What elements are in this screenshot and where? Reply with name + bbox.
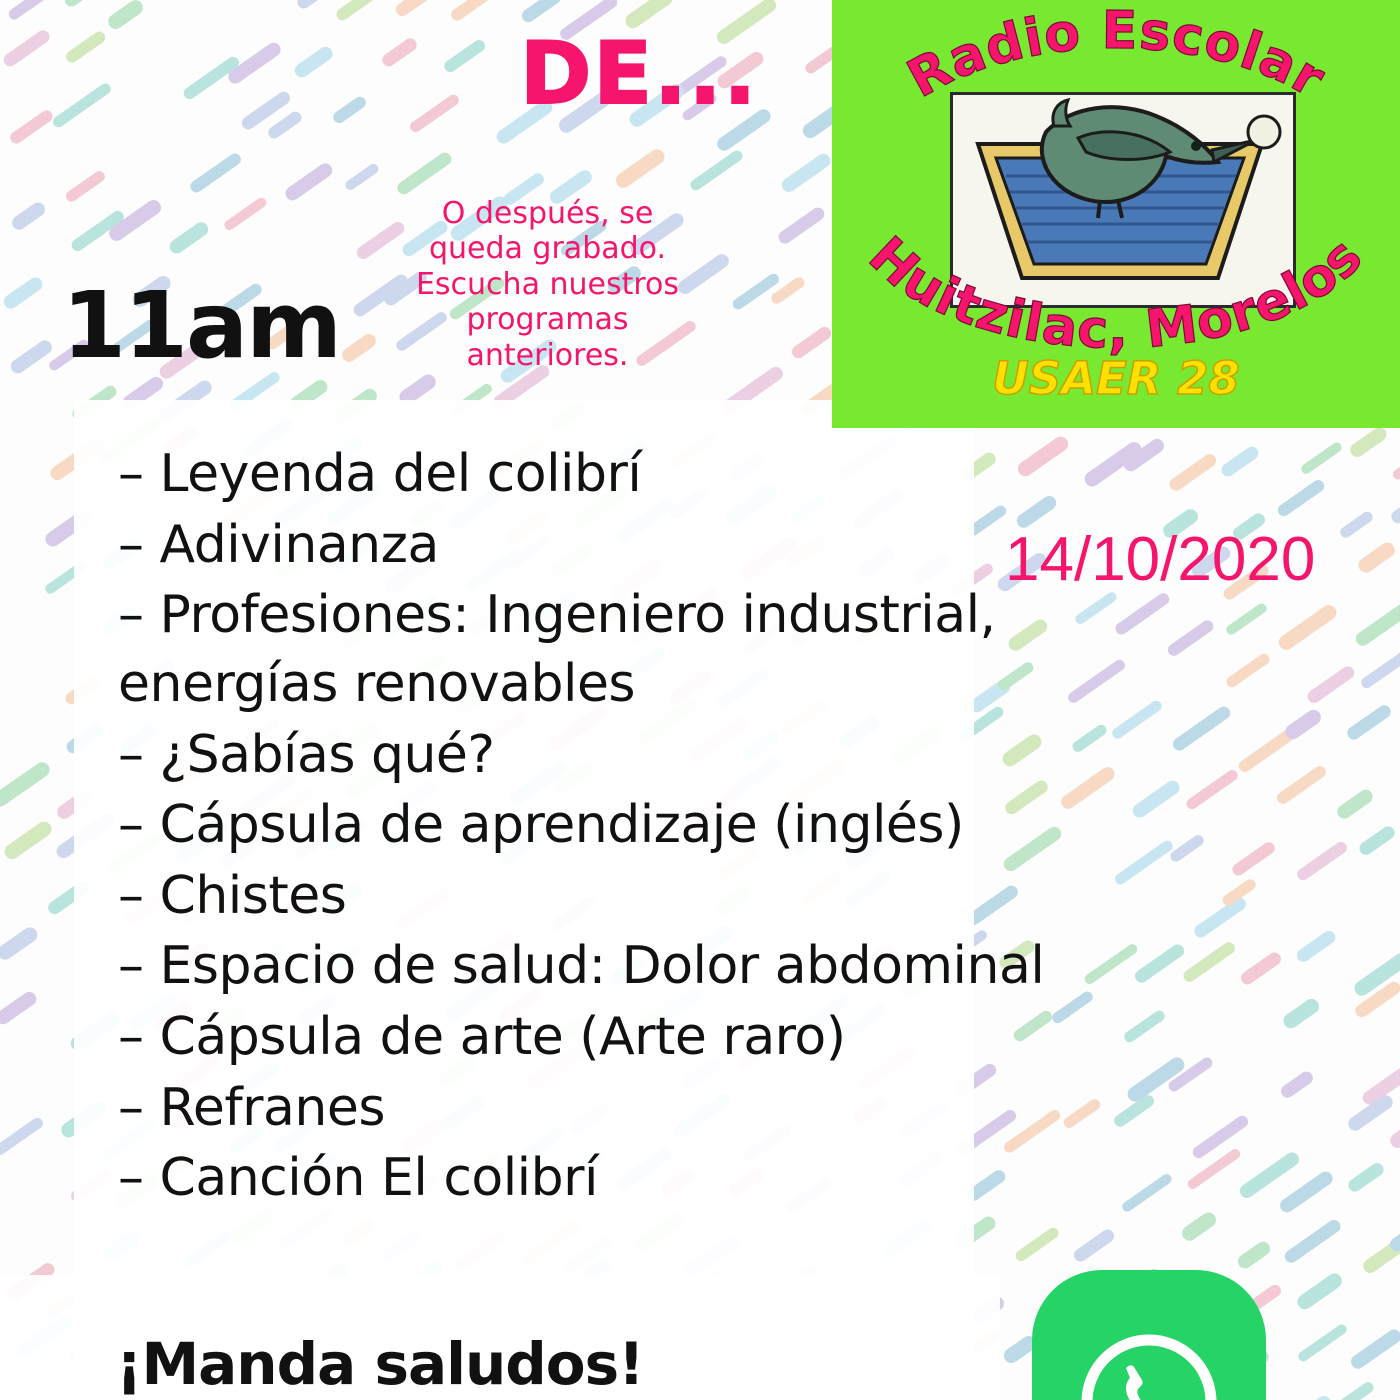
program-item: – Adivinanza [118,514,439,575]
confetti-dash [188,151,243,194]
confetti-dash [1300,440,1345,476]
confetti-dash [1389,486,1400,526]
confetti-dash [1295,840,1350,883]
page-title: DE... [520,24,759,124]
confetti-dash [1357,823,1398,857]
confetti-dash [0,759,52,809]
confetti-dash [1225,652,1272,690]
confetti-dash [292,44,335,80]
confetti-dash [1192,895,1248,940]
confetti-dash [7,0,67,23]
confetti-dash [1,29,51,69]
confetti-dash [1181,940,1237,984]
confetti-dash [1306,664,1358,706]
confetti-dash [612,146,666,190]
confetti-dash [223,196,269,232]
confetti-dash [1294,1271,1344,1312]
confetti-dash [441,37,487,74]
confetti-dash [689,149,745,193]
confetti-dash [1066,658,1127,705]
confetti-dash [1072,1226,1117,1263]
confetti-dash [167,220,211,257]
recording-note: O después, se queda grabado. Escucha nuestros programas anteriores. [415,196,680,373]
confetti-dash [1071,723,1109,754]
confetti-dash [9,200,48,233]
confetti-dash [1168,833,1205,863]
confetti-dash [730,272,781,312]
confetti-dash [105,0,146,31]
program-item: – ¿Sabías qué? [118,724,495,785]
confetti-dash [1280,996,1321,1031]
program-item: – Leyenda del colibrí [118,444,642,504]
confetti-dash [1122,1008,1167,1044]
confetti-dash [1277,1393,1335,1400]
confetti-dash [1391,443,1400,482]
confetti-dash [1,275,45,312]
confetti-dash [393,0,437,19]
confetti-dash [331,95,368,126]
confetti-dash [1166,618,1216,658]
confetti-dash [1179,1209,1219,1243]
confetti-dash [0,989,39,1027]
confetti-dash [62,0,108,10]
confetti-dash [1359,649,1400,691]
confetti-dash [380,36,419,69]
confetti-dash [64,29,108,64]
confetti-dash [339,331,378,364]
confetti-dash [51,81,113,129]
confetti-dash [1132,942,1186,985]
call-to-action: ¡Manda saludos! [116,1330,644,1398]
program-list [118,440,1048,1215]
program-item: – Chistes [118,865,347,926]
confetti-dash [1277,1169,1335,1216]
broadcast-date: 14/10/2020 [1005,525,1316,594]
confetti-dash [1059,764,1118,811]
confetti-dash [335,0,384,23]
program-item: – Cápsula de aprendizaje (inglés) [118,795,964,856]
confetti-dash [1283,1217,1343,1264]
confetti-dash [449,0,496,23]
confetti-dash [344,162,381,192]
confetti-dash [1346,1161,1386,1194]
confetti-dash [1335,787,1376,822]
confetti-dash [1121,1173,1174,1214]
confetti-dash [1219,444,1261,479]
confetti-dash [1130,777,1182,819]
confetti-dash [282,161,334,203]
confetti-dash [1347,424,1389,460]
confetti-dash [1295,928,1338,963]
broadcast-time: 11am [62,272,340,379]
confetti-dash [8,338,54,376]
confetti-dash [1355,539,1397,575]
program-item: – Espacio de salud: Dolor abdominal [118,936,1045,997]
confetti-dash [1083,942,1140,986]
confetti-dash [1061,1097,1102,1130]
confetti-dash [1353,598,1400,649]
confetti-dash [1185,768,1241,811]
confetti-dash [1,819,53,862]
confetti-dash [295,0,334,11]
whatsapp-icon[interactable] [1024,1262,1274,1400]
confetti-dash [1191,1113,1251,1160]
confetti-dash [789,324,833,360]
confetti-dash [1224,602,1268,637]
program-item: – Refranes [118,1077,385,1138]
confetti-dash [64,169,107,204]
confetti-dash [1113,591,1171,637]
confetti-dash [408,93,461,135]
confetti-dash [0,925,40,963]
radio-logo [832,0,1400,428]
program-item: – Canción El colibrí [118,1148,598,1209]
confetti-dash [1282,707,1323,742]
confetti-dash [1278,1069,1315,1101]
logo-arc-bottom-text: Huitzilac, Morelos [857,232,1375,361]
confetti-dash [776,205,827,246]
confetti-dash [1387,1110,1400,1151]
confetti-dash [395,150,454,197]
confetti-dash [1296,1323,1348,1364]
confetti-dash [1329,1380,1376,1400]
program-item: – Profesiones: Ingeniero industrial, energías renovables [118,585,1012,714]
confetti-dash [1238,950,1283,987]
confetti-dash [1276,602,1339,652]
confetti-dash [1275,478,1326,519]
confetti-dash [1112,839,1174,887]
confetti-dash [1338,509,1375,540]
confetti-dash [1111,698,1165,741]
confetti-dash [779,152,833,195]
logo-arc-top-text: Radio Escolar [898,6,1335,110]
confetti-dash [1014,1226,1061,1263]
confetti-dash [7,108,54,146]
confetti-dash [0,1116,45,1157]
program-item: – Cápsula de arte (Arte raro) [118,1007,846,1067]
confetti-dash [1345,703,1393,742]
logo-usaer-label: USAER 28 [992,352,1240,405]
confetti-dash [1275,763,1328,805]
confetti-dash [1230,840,1276,877]
confetti-dash [1050,989,1094,1025]
confetti-dash [519,0,563,24]
confetti-dash [1171,704,1234,753]
confetti-dash [1167,452,1219,494]
confetti-dash [1349,1326,1400,1371]
confetti-dash [1074,590,1119,626]
